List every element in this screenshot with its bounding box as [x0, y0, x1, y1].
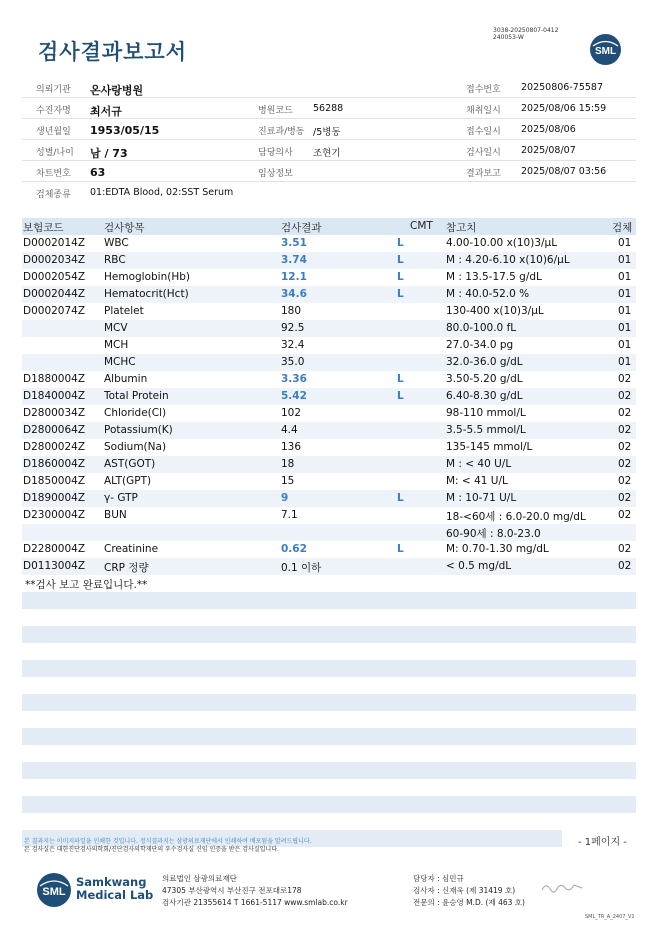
table-row — [22, 490, 636, 507]
result-item: MCV — [104, 322, 128, 334]
result-item: BUN — [104, 509, 127, 521]
result-specimen: 02 — [618, 390, 632, 402]
result-flag: L — [397, 390, 404, 402]
result-value: 15 — [281, 475, 295, 487]
completion-note: **검사 보고 완료입니다.** — [25, 579, 148, 591]
sml-logo-text: SML — [594, 46, 617, 57]
info-row-specimen: 검체종류 01:EDTA Blood, 02:SST Serum — [36, 187, 234, 200]
result-item: CRP 정량 — [104, 562, 149, 574]
result-specimen: 02 — [618, 407, 632, 419]
result-reference: M : 40.0-52.0 % — [446, 288, 530, 300]
patient-name-value: 최서규 — [90, 105, 122, 118]
table-row — [22, 388, 636, 405]
table-row — [22, 320, 636, 337]
result-code: D1850004Z — [23, 475, 86, 487]
result-code: D0002014Z — [23, 237, 86, 249]
result-reference: 3.50-5.20 g/dL — [446, 373, 523, 385]
institution-value: 온사랑병원 — [90, 84, 144, 97]
info-row-institution: 의뢰기관 온사랑병원 접수번호 20250806-75587 — [22, 77, 636, 98]
result-value: 4.4 — [281, 424, 298, 436]
result-reference: 130-400 x(10)3/μL — [446, 305, 544, 317]
result-specimen: 02 — [618, 424, 632, 436]
completion-note-row — [22, 575, 636, 592]
table-row — [22, 252, 636, 269]
document-code: 3038-20250807-0412 240053-W — [493, 27, 559, 41]
result-reference: 60-90세 : 8.0-23.0 — [446, 528, 541, 540]
result-code: D1860004Z — [23, 458, 86, 470]
table-row — [22, 303, 636, 320]
result-code: D1840004Z — [23, 390, 86, 402]
result-value: 136 — [281, 441, 302, 453]
specimen-value: 01:EDTA Blood, 02:SST Serum — [90, 187, 234, 198]
result-item: Hematocrit(Hct) — [104, 288, 189, 300]
page-title: 검사결과보고서 — [38, 40, 188, 64]
result-value: 3.36 — [281, 373, 307, 385]
result-item: ALT(GPT) — [104, 475, 152, 487]
collected-value: 2025/08/06 15:59 — [521, 103, 607, 114]
result-code: D2800064Z — [23, 424, 86, 436]
result-value: 9 — [281, 492, 289, 504]
result-specimen: 01 — [618, 305, 632, 317]
result-flag: L — [397, 288, 404, 300]
result-value: 3.51 — [281, 237, 307, 249]
result-flag: L — [397, 492, 404, 504]
table-row — [22, 473, 636, 490]
table-row — [22, 269, 636, 286]
result-specimen: 02 — [618, 441, 632, 453]
empty-row — [22, 762, 636, 779]
result-item: Chloride(Cl) — [104, 407, 167, 419]
chart-no-value: 63 — [90, 166, 106, 179]
result-value: 32.4 — [281, 339, 305, 351]
result-item: Hemoglobin(Hb) — [104, 271, 191, 283]
dob-value: 1953/05/15 — [90, 124, 160, 137]
results-table — [22, 218, 636, 592]
result-value: 102 — [281, 407, 302, 419]
result-item: Sodium(Na) — [104, 441, 167, 453]
result-specimen: 02 — [618, 543, 632, 555]
result-item: WBC — [104, 237, 129, 249]
doctor-value: 조현기 — [313, 148, 341, 159]
table-row — [22, 507, 636, 524]
result-code: D0002074Z — [23, 305, 86, 317]
result-reference: 80.0-100.0 fL — [446, 322, 517, 334]
result-flag: L — [397, 254, 404, 266]
empty-row — [22, 694, 636, 711]
result-flag: L — [397, 271, 404, 283]
result-reference: 27.0-34.0 pg — [446, 339, 514, 351]
result-code: D2300004Z — [23, 509, 86, 521]
table-row — [22, 235, 636, 252]
empty-row — [22, 626, 636, 643]
table-row — [22, 456, 636, 473]
result-specimen: 01 — [618, 271, 632, 283]
info-row-dob: 생년월일 1953/05/15 진료과/병동 /5병동 접수일시 2025/08/06 — [22, 119, 636, 140]
result-code: D0002044Z — [23, 288, 86, 300]
result-code: D2800024Z — [23, 441, 86, 453]
result-specimen: 02 — [618, 492, 632, 504]
result-item: Creatinine — [104, 543, 159, 555]
result-reference: 6.40-8.30 g/dL — [446, 390, 523, 402]
test-date-value: 2025/08/07 — [521, 145, 576, 156]
result-reference: 135-145 mmol/L — [446, 441, 533, 453]
result-flag: L — [397, 543, 404, 555]
result-value: 3.74 — [281, 254, 307, 266]
results-body — [22, 235, 636, 575]
result-reference: M : 13.5-17.5 g/dL — [446, 271, 542, 283]
lab-address: 의료법인 삼광의료재단 47305 부산광역시 부산진구 전포대로178 검사기관 21355614 T 1661-5117 www.smlab.co.kr — [162, 874, 348, 907]
result-item: Albumin — [104, 373, 148, 385]
table-row — [22, 337, 636, 354]
result-code: D1890004Z — [23, 492, 86, 504]
received-no-value: 20250806-75587 — [521, 82, 604, 93]
table-row — [22, 371, 636, 388]
result-specimen: 02 — [618, 373, 632, 385]
result-code: D0002034Z — [23, 254, 86, 266]
signature-icon — [540, 880, 584, 894]
result-item: Potassium(K) — [104, 424, 173, 436]
result-value: 34.6 — [281, 288, 307, 300]
result-reference: M : < 40 U/L — [446, 458, 512, 470]
result-value: 180 — [281, 305, 302, 317]
result-value: 18 — [281, 458, 295, 470]
result-code: D0113004Z — [23, 560, 86, 572]
result-reference: 32.0-36.0 g/dL — [446, 356, 523, 368]
result-item: Platelet — [104, 305, 144, 317]
result-value: 5.42 — [281, 390, 307, 402]
info-row-patient: 수진자명 최서규 병원코드 56288 채취일시 2025/08/06 15:59 — [22, 98, 636, 119]
result-specimen: 02 — [618, 509, 632, 521]
sml-logo-icon — [589, 33, 622, 66]
result-value: 7.1 — [281, 509, 298, 521]
table-row — [22, 541, 636, 558]
result-value: 35.0 — [281, 356, 305, 368]
result-item: γ- GTP — [104, 492, 138, 504]
empty-row — [22, 728, 636, 745]
result-reference: 18-<60세 : 6.0-20.0 mg/dL — [446, 511, 586, 523]
footer-notes: 본 결과지는 이미지파일을 인쇄한 것입니다. 정식결과지는 삼광의료재단에서 인쇄하여 배포됨을 알려드립니다. 본 검사실은 대한진단검사의학회/진단검사의학재단의 우수검사실 신임 인증을 받은 검사실입니다. — [24, 838, 312, 853]
signatories: 담당자 : 심민규 검사자 : 신재욱 (제 31419 호) 전문의 : 윤승영 M.D. (제 463 호) — [413, 874, 525, 907]
samkwang-logo-icon — [36, 872, 72, 908]
result-reference: 3.5-5.5 mmol/L — [446, 424, 526, 436]
lab-name: Samkwang Medical Lab — [76, 875, 154, 902]
info-row-sex-age: 성별/나이 남 / 73 담당의사 조현기 검사일시 2025/08/07 — [22, 140, 636, 161]
table-row — [22, 524, 636, 541]
page-number: - 1페이지 - — [578, 837, 627, 848]
hospital-code-value: 56288 — [313, 103, 344, 114]
report-date-value: 2025/08/07 03:56 — [521, 166, 607, 177]
table-row — [22, 439, 636, 456]
patient-info — [22, 77, 636, 203]
result-flag: L — [397, 237, 404, 249]
result-reference: M : 10-71 U/L — [446, 492, 517, 504]
samkwang-logo-text: SML — [42, 886, 66, 898]
received-date-value: 2025/08/06 — [521, 124, 576, 135]
result-specimen: 02 — [618, 560, 632, 572]
result-specimen: 02 — [618, 475, 632, 487]
empty-row — [22, 592, 636, 609]
result-reference: 4.00-10.00 x(10)3/μL — [446, 237, 558, 249]
result-reference: M: 0.70-1.30 mg/dL — [446, 543, 549, 555]
result-code: D0002054Z — [23, 271, 86, 283]
result-specimen: 01 — [618, 254, 632, 266]
result-reference: < 0.5 mg/dL — [446, 560, 512, 572]
result-specimen: 01 — [618, 288, 632, 300]
result-value: 0.1 이하 — [281, 562, 322, 574]
result-specimen: 01 — [618, 356, 632, 368]
result-item: MCHC — [104, 356, 136, 368]
result-flag: L — [397, 373, 404, 385]
results-header: 보험코드 검사항목 검사결과 CMT 참고치 검체 — [22, 218, 636, 235]
table-row — [22, 558, 636, 575]
result-item: Total Protein — [104, 390, 169, 402]
result-value: 0.62 — [281, 543, 307, 555]
result-value: 12.1 — [281, 271, 307, 283]
result-reference: M : 4.20-6.10 x(10)6/μL — [446, 254, 570, 266]
table-row — [22, 286, 636, 303]
result-item: RBC — [104, 254, 126, 266]
dept-value: /5병동 — [313, 127, 341, 138]
result-code: D1880004Z — [23, 373, 86, 385]
result-code: D2800034Z — [23, 407, 86, 419]
result-specimen: 01 — [618, 237, 632, 249]
empty-row — [22, 796, 636, 813]
result-value: 92.5 — [281, 322, 305, 334]
result-code: D2280004Z — [23, 543, 86, 555]
result-specimen: 02 — [618, 458, 632, 470]
result-item: MCH — [104, 339, 129, 351]
empty-row — [22, 660, 636, 677]
table-row — [22, 422, 636, 439]
sex-age-value: 남 / 73 — [90, 147, 128, 160]
info-row-chart: 차트번호 63 임상정보 결과보고 2025/08/07 03:56 — [22, 161, 636, 182]
table-row — [22, 405, 636, 422]
table-row — [22, 354, 636, 371]
result-specimen: 01 — [618, 322, 632, 334]
form-code: SML_TR_A_2407_V1 — [585, 914, 635, 920]
result-reference: 98-110 mmol/L — [446, 407, 526, 419]
result-item: AST(GOT) — [104, 458, 156, 470]
result-specimen: 01 — [618, 339, 632, 351]
result-reference: M: < 41 U/L — [446, 475, 508, 487]
